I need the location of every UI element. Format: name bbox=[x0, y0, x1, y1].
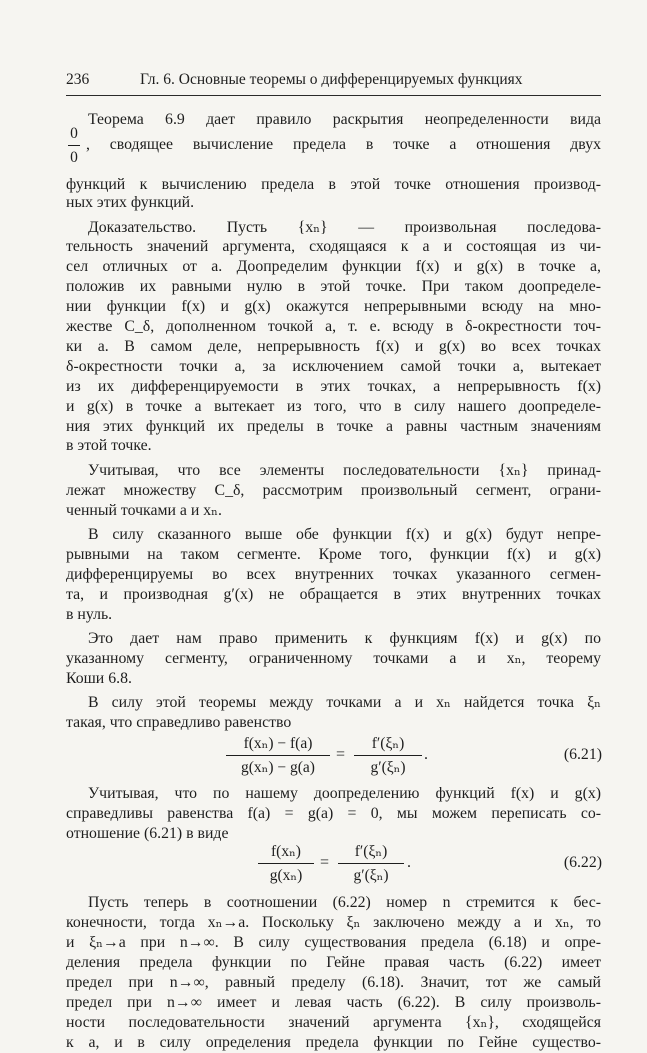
text-line: такая, что справедливо равенство bbox=[66, 714, 292, 731]
eq621-rhs-denominator: g′(ξₙ) bbox=[370, 759, 406, 776]
inline-fraction-denominator: 0 bbox=[70, 149, 78, 166]
text-line: предел при n→∞, равный пределу (6.18). Значит, тот же самый bbox=[66, 974, 601, 991]
text-line: указанному сегменту, ограниченному точками a и xₙ, теорему bbox=[66, 650, 601, 667]
eq622-number: (6.22) bbox=[563, 854, 602, 871]
running-title: Гл. 6. Основные теоремы о дифференцируемых функциях bbox=[140, 71, 523, 88]
text-line: ния этих функций их пределы в точке a равны частным значениям bbox=[66, 418, 601, 435]
text-line: отношение (6.21) в виде bbox=[66, 825, 229, 842]
running-header bbox=[66, 70, 601, 90]
eq622-rhs-denominator: g′(ξₙ) bbox=[353, 867, 389, 884]
text-line: дифференцируемы во всех внутренних точках указанного сегмен- bbox=[66, 566, 601, 583]
eq622-rhs-numerator: f′(ξₙ) bbox=[354, 843, 388, 860]
text-line: тельность значений аргумента, сходящаяся к a и состоящая из чи- bbox=[66, 238, 601, 255]
fraction-bar bbox=[354, 755, 422, 756]
eq621-lhs-numerator: f(xₙ) − f(a) bbox=[243, 735, 313, 752]
text-line: ченный точками a и xₙ. bbox=[66, 502, 222, 519]
text-line: ки a. В самом деле, непрерывность f(x) и g(x) во всех точках bbox=[66, 338, 601, 355]
text-line: и ξₙ→a при n→∞. В силу существования предела (6.18) и опре- bbox=[66, 934, 601, 951]
text-line: лежат множеству C_δ, рассмотрим произвольный сегмент, ограни- bbox=[66, 482, 601, 499]
text-line: Учитывая, что все элементы последовательности {xₙ} принад- bbox=[88, 462, 601, 479]
fraction-bar bbox=[258, 863, 314, 864]
page-number: 236 bbox=[66, 71, 90, 88]
text-line: предел при n→∞ имеет и левая часть (6.22). В силу произволь- bbox=[66, 994, 601, 1011]
fraction-bar bbox=[68, 145, 80, 146]
text-line: из их дифференцируемости в этих точках, а непрерывность f(x) bbox=[66, 378, 601, 395]
eq621-rhs-fraction bbox=[354, 734, 422, 778]
eq622-period: . bbox=[407, 854, 411, 871]
text-line: Учитывая, что по нашему доопределению функций f(x) и g(x) bbox=[88, 785, 601, 802]
text-line: ности последовательности значений аргумента {xₙ}, сходящейся bbox=[66, 1014, 601, 1031]
eq621-lhs-fraction bbox=[226, 734, 330, 778]
inline-fraction-numerator: 0 bbox=[70, 125, 78, 142]
eq622-equals: = bbox=[320, 854, 330, 871]
text-line: деления предела функции по Гейне правая часть (6.22) имеет bbox=[66, 954, 601, 971]
header-rule bbox=[66, 95, 601, 96]
eq622-lhs-numerator: f(xₙ) bbox=[271, 843, 301, 860]
fraction-bar bbox=[226, 755, 330, 756]
text-line: справедливы равенства f(a) = g(a) = 0, мы можем переписать со- bbox=[66, 805, 601, 822]
eq621-rhs-numerator: f′(ξₙ) bbox=[371, 735, 405, 752]
text-line: δ-окрестности точки a, за исключением самой точки a, вытекает bbox=[66, 358, 601, 375]
text-line: та, и производная g′(x) не обращается в этих внутренних точках bbox=[66, 586, 601, 603]
text-line: конечности, тогда xₙ→a. Поскольку ξₙ заключено между a и xₙ, то bbox=[66, 914, 601, 931]
text-line: В силу этой теоремы между точками a и xₙ найдется точка ξₙ bbox=[88, 694, 601, 711]
text-line: сел отличных от a. Доопределим функции f(x) и g(x) в точке a, bbox=[66, 258, 601, 275]
text-line: Коши 6.8. bbox=[66, 670, 132, 687]
text-line: Доказательство. Пусть {xₙ} — произвольная последова- bbox=[88, 219, 601, 236]
text-line: Это дает нам право применить к функциям f(x) и g(x) по bbox=[88, 630, 601, 647]
text-line: нии функции f(x) и g(x) окажутся непрерывными всюду на мно- bbox=[66, 298, 601, 315]
eq622-lhs-fraction bbox=[258, 842, 314, 886]
eq622-rhs-fraction bbox=[338, 842, 404, 886]
inline-fraction bbox=[68, 124, 80, 168]
text-line: в этой точке. bbox=[66, 437, 152, 454]
eq621-number: (6.21) bbox=[563, 746, 602, 763]
text-line: Теорема 6.9 дает правило раскрытия неопределенности вида bbox=[88, 111, 601, 128]
text-line: к a, и в силу определения предела функции по Гейне существо- bbox=[66, 1034, 601, 1051]
eq622-lhs-denominator: g(xₙ) bbox=[269, 867, 303, 884]
fraction-bar bbox=[338, 863, 404, 864]
eq621-equals: = bbox=[336, 746, 346, 763]
text-line: функций к вычислению предела в этой точке отношения производ- bbox=[66, 176, 601, 193]
eq621-period: . bbox=[424, 746, 428, 763]
text-line: жестве C_δ, дополненном точкой a, т. е. всюду в δ-окрестности точ- bbox=[66, 318, 601, 335]
text-line-fraction-rest: , сводящее вычисление предела в точке a отношения двух bbox=[86, 136, 601, 153]
text-line: В силу сказанного выше обе функции f(x) и g(x) будут непре- bbox=[88, 526, 601, 543]
text-line: в нуль. bbox=[66, 606, 113, 623]
text-line: Пусть теперь в соотношении (6.22) номер n стремится к бес- bbox=[88, 894, 601, 911]
text-line: ных этих функций. bbox=[66, 194, 195, 211]
text-line: положив их равными нулю в этой точке. При таком доопределе- bbox=[66, 278, 601, 295]
eq621-lhs-denominator: g(xₙ) − g(a) bbox=[241, 759, 315, 776]
text-line: и g(x) в точке a вытекает из того, что в силу нашего доопределе- bbox=[66, 398, 601, 415]
text-line: рывными на таком сегменте. Кроме того, функции f(x) и g(x) bbox=[66, 546, 601, 563]
